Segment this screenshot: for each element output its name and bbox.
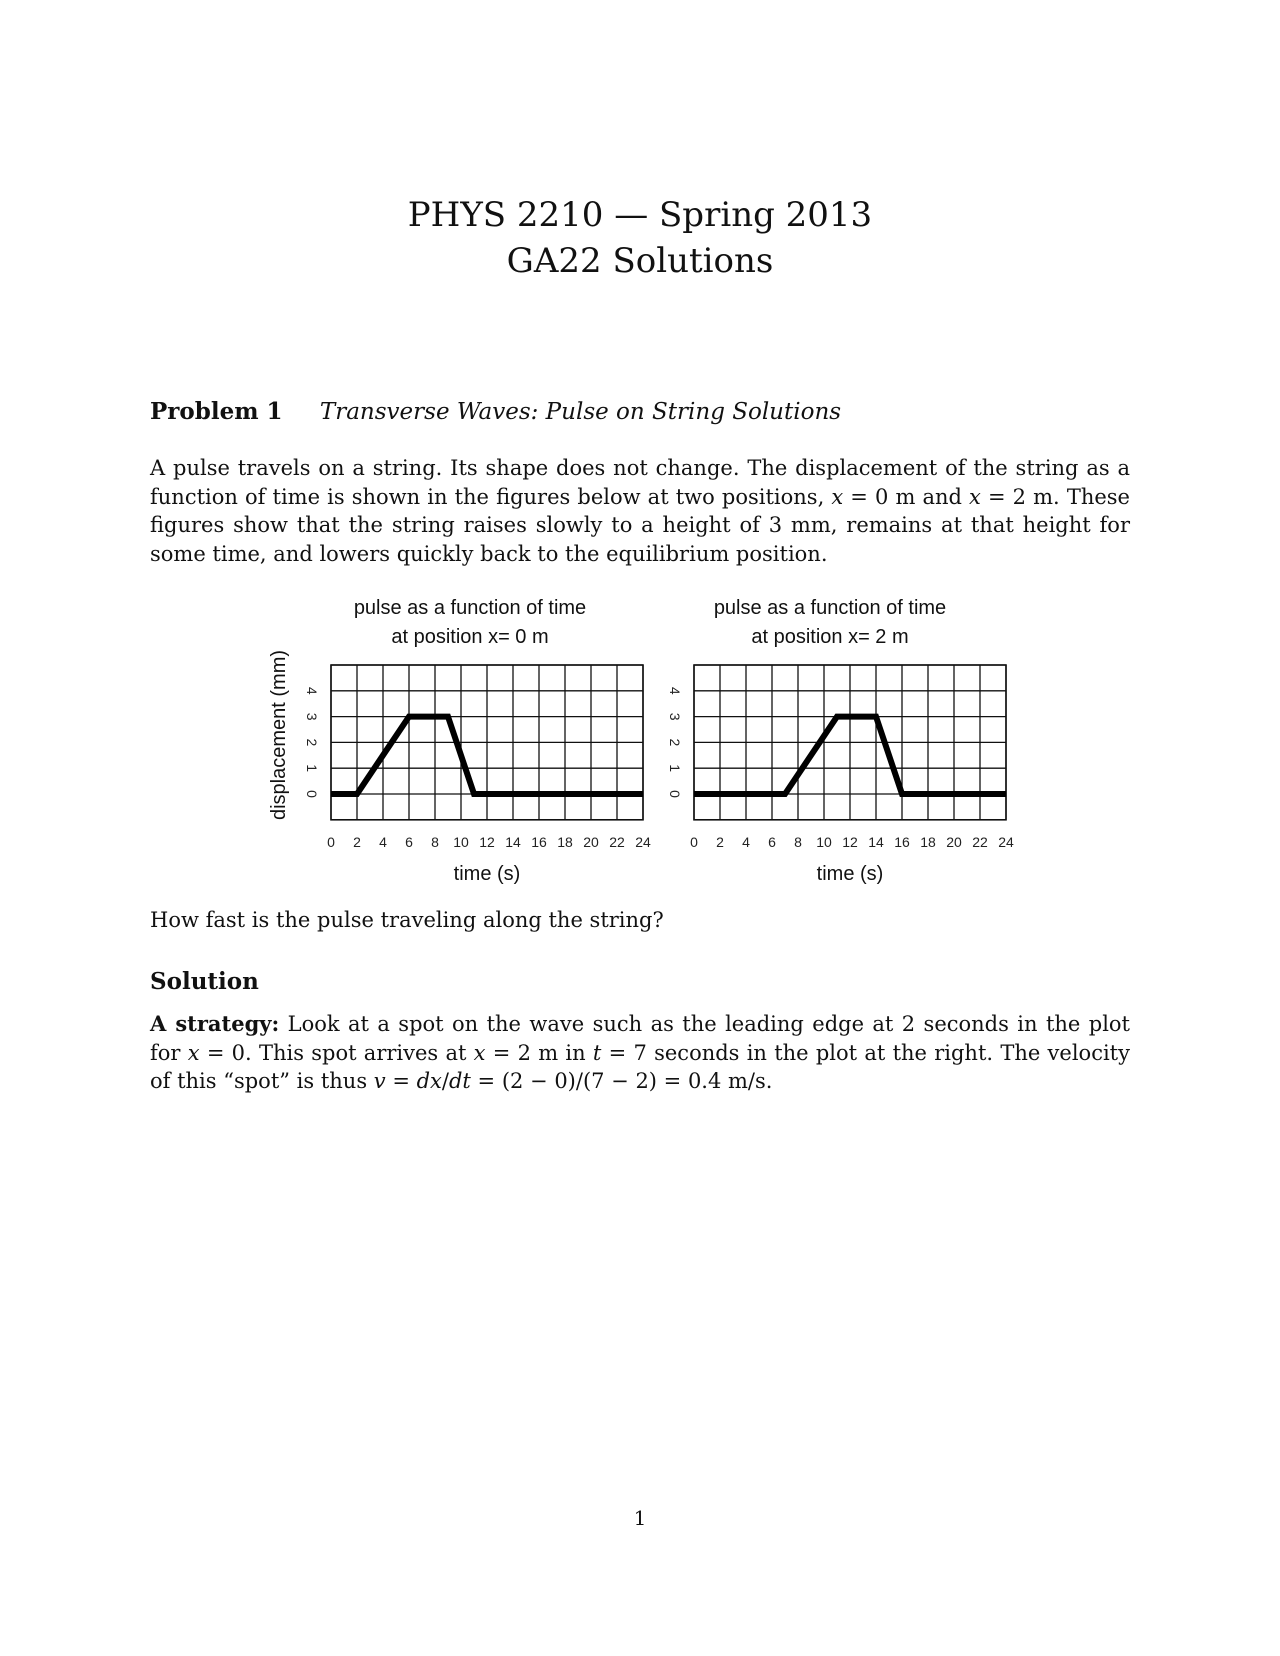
x-tick-label: 6 [768, 833, 776, 850]
y-tick-label: 0 [667, 790, 683, 798]
chart-1 [304, 665, 651, 885]
y-tick-label: 2 [304, 738, 320, 747]
chart-1-title: pulse as a function of time at position x= 0 m [353, 597, 587, 648]
x-tick-label: 8 [794, 833, 802, 850]
x-tick-label: 2 [353, 833, 361, 850]
chart-1-ylabel: displacement (mm) [268, 649, 290, 821]
x-tick-label: 10 [816, 833, 832, 850]
solution-text: A strategy: Look at a spot on the wave such as the leading edge at 2 seconds in the plot for x = 0. This spot arrives at x = 2 m in t = 7 seconds in the plot at the right. The velocity of this “spot” is thus v = dx/dt = (2 − 0)/(7 − 2) = 0.4 m/s. [150, 1011, 1130, 1093]
x-tick-label: 16 [894, 833, 910, 850]
x-tick-label: 20 [946, 833, 962, 850]
x-tick-label: 18 [920, 833, 936, 850]
x-tick-label: 20 [583, 833, 599, 850]
y-tick-label: 4 [667, 686, 683, 695]
y-tick-label: 3 [304, 712, 320, 721]
x-tick-label: 24 [998, 833, 1014, 850]
x-axis-title: time (s) [453, 862, 521, 885]
x-tick-label: 22 [972, 833, 988, 850]
chart-2-title: pulse as a function of time at position x= 2 m [713, 597, 947, 648]
x-tick-label: 18 [557, 833, 573, 850]
y-tick-label: 1 [304, 764, 320, 773]
page-title-line2: GA22 Solutions [506, 241, 774, 281]
x-tick-label: 0 [327, 833, 335, 850]
x-tick-label: 12 [479, 833, 495, 850]
x-tick-label: 8 [431, 833, 439, 850]
x-tick-label: 10 [453, 833, 469, 850]
y-tick-label: 1 [667, 764, 683, 773]
x-tick-label: 14 [505, 833, 521, 850]
page-number: 1 [633, 1506, 647, 1530]
y-tick-label: 3 [667, 712, 683, 721]
y-tick-label: 0 [304, 790, 320, 798]
x-tick-label: 12 [842, 833, 858, 850]
x-tick-label: 2 [716, 833, 724, 850]
problem-label: Problem 1 [150, 398, 283, 425]
x-tick-label: 6 [405, 833, 413, 850]
solution-heading: Solution [150, 968, 259, 995]
x-tick-label: 14 [868, 833, 884, 850]
x-tick-label: 22 [609, 833, 625, 850]
x-tick-label: 0 [690, 833, 698, 850]
x-axis-title: time (s) [816, 862, 884, 885]
chart-2 [667, 665, 1014, 885]
problem-question: How fast is the pulse traveling along the string? [150, 908, 664, 932]
y-tick-label: 4 [304, 686, 320, 695]
problem-intro: A pulse travels on a string. Its shape does not change. The displacement of the string as a function of time is shown in the figures below at two positions, x = 0 m and x = 2 m. These figures show that the string raises slowly to a height of 3 mm, remains at that height for some time, and lowers quickly back to the equilibrium position. [150, 456, 1130, 566]
x-tick-label: 4 [742, 833, 750, 850]
x-tick-label: 4 [379, 833, 387, 850]
x-tick-label: 16 [531, 833, 547, 850]
x-tick-label: 24 [635, 833, 651, 850]
problem-title: Transverse Waves: Pulse on String Solutions [319, 399, 842, 425]
page-title-line1: PHYS 2210 — Spring 2013 [407, 195, 873, 235]
y-tick-label: 2 [667, 738, 683, 747]
